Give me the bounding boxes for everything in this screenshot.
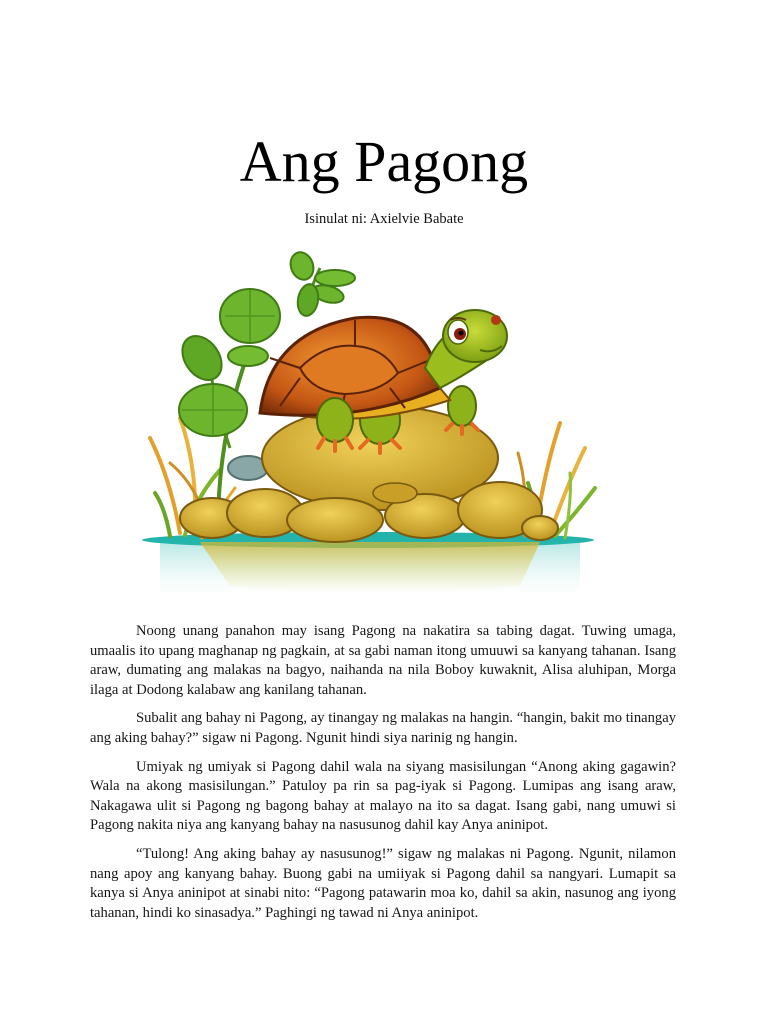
paragraph-1: Noong unang panahon may isang Pagong na nakatira sa tabing dagat. Tuwing umaga, umaalis ito upang maghanap ng pagkain, at sa gabi naman itong umuuwi sa kanyang tahanan. Isang araw, dumating ang malakas na bagyo, naihanda na nila Boboy kuwaknit, Alisa aluhipan, Morga ilaga at Dodong kalabaw ang kanilang tahanan. xyxy=(90,623,676,698)
paragraph-2: Subalit ang bahay ni Pagong, ay tinangay ng malakas na hangin. “hangin, bakit mo tinangay ang aking bahay?” sigaw ni Pagong. Ngunit hindi siya narinig ng hangin. xyxy=(90,710,676,746)
paragraph-3: Umiyak ng umiyak si Pagong dahil wala na siyang masisilungan “Anong aking gagawin? Wala na akong masisilungan.” Patuloy pa rin sa pag-iyak si Pagong. Lumipas ang isang araw, Nakagawa ulit si Pagong ng bagong bahay at malayo na ito sa dagat. Isang gabi, nang umuwi si Pagong nakita niya ang kanyang bahay na nasusunog dahil kay Anya aninipot. xyxy=(90,758,676,834)
rock-reflection xyxy=(200,542,540,593)
paragraph-4: “Tulong! Ang aking bahay ay nasusunog!” sigaw ng malakas ni Pagong. Ngunit, nilamon nang apoy ang kanyang bahay. Buong gabi na umiiyak si Pagong dahil sa nangyari. Lumapit sa kanya si Anya aninipot at sinabi nito: “Pagong patawarin moa ko, dahil sa akin, nasunog ang iyong tahanan, hindi ko sinasadya.” Paghingi ng tawad ni Anya aninipot. xyxy=(90,845,676,921)
story-body xyxy=(90,622,676,932)
clover-leaves xyxy=(287,249,355,317)
author-line: Isinulat ni: Axielvie Babate xyxy=(304,211,464,227)
story-title: Ang Pagong xyxy=(239,129,529,194)
turtle-illustration xyxy=(140,248,600,600)
